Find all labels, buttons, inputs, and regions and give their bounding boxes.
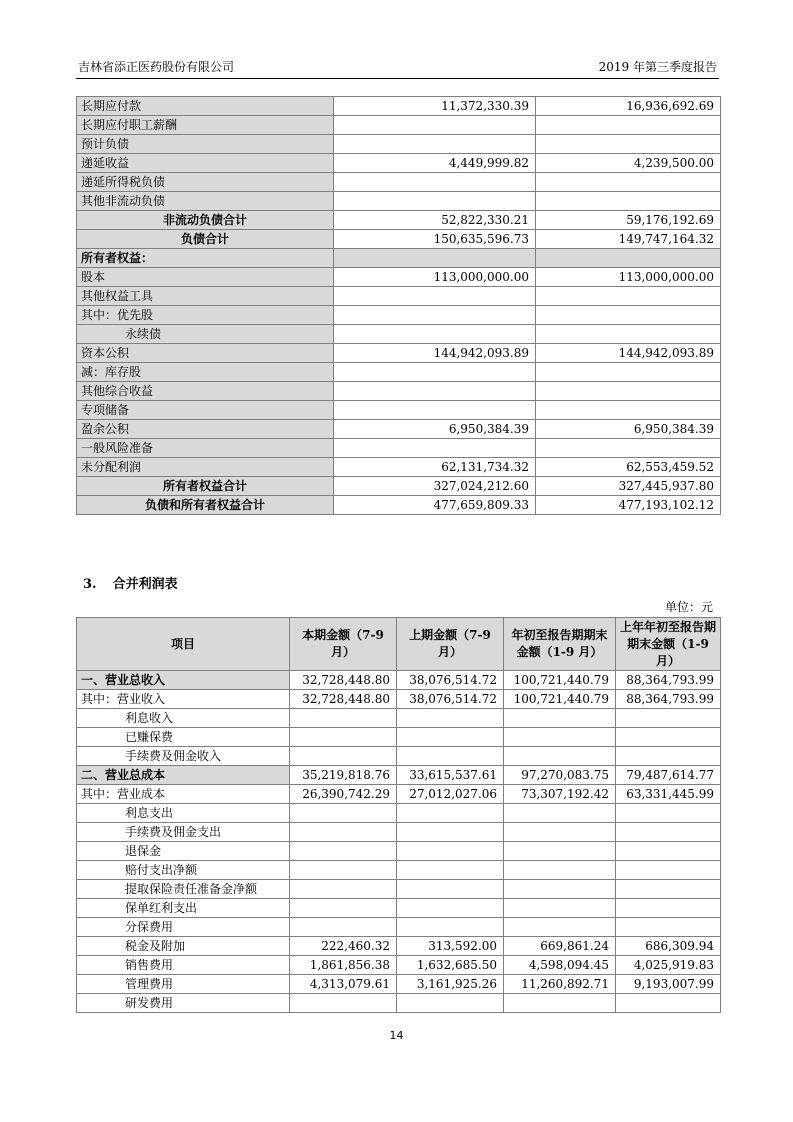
amount-cell — [504, 880, 616, 899]
amount-cell — [536, 135, 721, 154]
table-row — [77, 135, 721, 154]
header-cell: 年初至报告期期末金额（1-9 月） — [504, 618, 616, 671]
amount-cell — [290, 918, 397, 937]
amount-cell — [397, 842, 504, 861]
table-row — [77, 728, 721, 747]
table-row — [77, 766, 721, 785]
amount-cell: 327,024,212.60 — [334, 477, 536, 496]
amount-cell: 59,176,192.69 — [536, 211, 721, 230]
table-row — [77, 306, 721, 325]
amount-cell: 62,131,734.32 — [334, 458, 536, 477]
amount-cell: 4,025,919.83 — [616, 956, 721, 975]
table-row — [77, 785, 721, 804]
amount-cell — [334, 135, 536, 154]
amount-cell: 477,193,102.12 — [536, 496, 721, 515]
table-row — [77, 477, 721, 496]
amount-cell — [397, 861, 504, 880]
amount-cell: 144,942,093.89 — [536, 344, 721, 363]
amount-cell — [334, 439, 536, 458]
row-label: 其他综合收益 — [77, 382, 334, 401]
amount-cell: 62,553,459.52 — [536, 458, 721, 477]
table-row — [77, 496, 721, 515]
row-label: 专项储备 — [77, 401, 334, 420]
amount-cell — [536, 249, 721, 268]
table-row — [77, 382, 721, 401]
amount-cell — [290, 709, 397, 728]
amount-cell — [397, 804, 504, 823]
table-row — [77, 899, 721, 918]
row-label: 预计负债 — [77, 135, 334, 154]
row-label: 保单红利支出 — [77, 899, 290, 918]
amount-cell: 73,307,192.42 — [504, 785, 616, 804]
amount-cell — [334, 325, 536, 344]
amount-cell — [397, 918, 504, 937]
row-label: 长期应付职工薪酬 — [77, 116, 334, 135]
table-row — [77, 268, 721, 287]
amount-cell — [616, 804, 721, 823]
amount-cell: 11,260,892.71 — [504, 975, 616, 994]
unit-label: 单位：元 — [664, 600, 713, 614]
amount-cell: 686,309.94 — [616, 937, 721, 956]
amount-cell — [504, 899, 616, 918]
amount-cell: 27,012,027.06 — [397, 785, 504, 804]
table-row — [77, 211, 721, 230]
row-label: 二、营业总成本 — [77, 766, 290, 785]
row-label: 销售费用 — [77, 956, 290, 975]
section-title-text: 合并利润表 — [112, 577, 178, 592]
amount-cell: 88,364,793.99 — [616, 690, 721, 709]
row-label: 减：库存股 — [77, 363, 334, 382]
amount-cell: 35,219,818.76 — [290, 766, 397, 785]
amount-cell — [536, 192, 721, 211]
amount-cell — [334, 116, 536, 135]
amount-cell: 477,659,809.33 — [334, 496, 536, 515]
table-row — [77, 861, 721, 880]
row-label: 退保金 — [77, 842, 290, 861]
amount-cell: 4,313,079.61 — [290, 975, 397, 994]
table-row — [77, 154, 721, 173]
amount-cell: 222,460.32 — [290, 937, 397, 956]
row-label: 长期应付款 — [77, 97, 334, 116]
amount-cell — [504, 842, 616, 861]
amount-cell: 100,721,440.79 — [504, 671, 616, 690]
amount-cell: 9,193,007.99 — [616, 975, 721, 994]
table-row — [77, 173, 721, 192]
amount-cell: 16,936,692.69 — [536, 97, 721, 116]
amount-cell — [536, 439, 721, 458]
table-row — [77, 420, 721, 439]
amount-cell: 313,592.00 — [397, 937, 504, 956]
amount-cell — [616, 899, 721, 918]
amount-cell — [504, 918, 616, 937]
header-cell: 上年年初至报告期期末金额（1-9 月） — [616, 618, 721, 671]
income-statement-table — [76, 617, 721, 1013]
header-cell: 本期金额（7-9 月） — [290, 618, 397, 671]
table-row — [77, 842, 721, 861]
row-label: 手续费及佣金支出 — [77, 823, 290, 842]
table-row — [77, 804, 721, 823]
amount-cell: 150,635,596.73 — [334, 230, 536, 249]
row-label: 其中：营业收入 — [77, 690, 290, 709]
row-label: 手续费及佣金收入 — [77, 747, 290, 766]
amount-cell: 38,076,514.72 — [397, 671, 504, 690]
table-row — [77, 690, 721, 709]
amount-cell: 26,390,742.29 — [290, 785, 397, 804]
amount-cell: 149,747,164.32 — [536, 230, 721, 249]
row-label: 研发费用 — [77, 994, 290, 1013]
row-label: 负债和所有者权益合计 — [77, 496, 334, 515]
amount-cell — [397, 994, 504, 1013]
row-label: 递延所得税负债 — [77, 173, 334, 192]
row-label: 管理费用 — [77, 975, 290, 994]
amount-cell — [504, 804, 616, 823]
amount-cell — [290, 823, 397, 842]
row-label: 利息支出 — [77, 804, 290, 823]
table-row — [77, 937, 721, 956]
section-number: 3. — [83, 577, 97, 592]
amount-cell — [504, 728, 616, 747]
amount-cell: 113,000,000.00 — [334, 268, 536, 287]
row-label: 所有者权益： — [77, 249, 334, 268]
amount-cell — [504, 747, 616, 766]
header-company: 吉林省添正医药股份有限公司 — [78, 60, 235, 74]
table-row — [77, 823, 721, 842]
amount-cell — [290, 728, 397, 747]
table-row — [77, 709, 721, 728]
amount-cell: 11,372,330.39 — [334, 97, 536, 116]
table-row — [77, 439, 721, 458]
amount-cell: 88,364,793.99 — [616, 671, 721, 690]
table-row — [77, 97, 721, 116]
table-row — [77, 287, 721, 306]
row-label: 分保费用 — [77, 918, 290, 937]
amount-cell — [536, 173, 721, 192]
amount-cell — [334, 287, 536, 306]
amount-cell — [397, 823, 504, 842]
amount-cell: 327,445,937.80 — [536, 477, 721, 496]
table-row — [77, 192, 721, 211]
amount-cell — [616, 994, 721, 1013]
amount-cell — [616, 747, 721, 766]
amount-cell — [616, 728, 721, 747]
amount-cell — [616, 918, 721, 937]
row-label: 非流动负债合计 — [77, 211, 334, 230]
table-row — [77, 363, 721, 382]
amount-cell: 79,487,614.77 — [616, 766, 721, 785]
amount-cell — [616, 709, 721, 728]
table-row — [77, 458, 721, 477]
table-row — [77, 401, 721, 420]
amount-cell — [290, 804, 397, 823]
amount-cell: 1,861,856.38 — [290, 956, 397, 975]
table-row — [77, 994, 721, 1013]
row-label: 一、营业总收入 — [77, 671, 290, 690]
amount-cell: 4,239,500.00 — [536, 154, 721, 173]
row-label: 所有者权益合计 — [77, 477, 334, 496]
amount-cell — [290, 861, 397, 880]
amount-cell — [616, 861, 721, 880]
row-label: 其他非流动负债 — [77, 192, 334, 211]
amount-cell: 97,270,083.75 — [504, 766, 616, 785]
amount-cell: 100,721,440.79 — [504, 690, 616, 709]
amount-cell — [290, 880, 397, 899]
row-label: 税金及附加 — [77, 937, 290, 956]
amount-cell — [290, 899, 397, 918]
income-header-row — [77, 618, 721, 671]
amount-cell — [290, 994, 397, 1013]
amount-cell — [334, 173, 536, 192]
table-row — [77, 230, 721, 249]
row-label: 永续债 — [77, 325, 334, 344]
amount-cell — [504, 994, 616, 1013]
row-label: 赔付支出净额 — [77, 861, 290, 880]
table-row — [77, 325, 721, 344]
row-label: 未分配利润 — [77, 458, 334, 477]
table-row — [77, 975, 721, 994]
row-label: 其中：优先股 — [77, 306, 334, 325]
amount-cell — [290, 747, 397, 766]
header-cell: 上期金额（7-9 月） — [397, 618, 504, 671]
amount-cell — [536, 287, 721, 306]
amount-cell: 1,632,685.50 — [397, 956, 504, 975]
row-label: 盈余公积 — [77, 420, 334, 439]
row-label: 其他权益工具 — [77, 287, 334, 306]
amount-cell — [397, 728, 504, 747]
amount-cell — [334, 306, 536, 325]
amount-cell — [616, 823, 721, 842]
table-row — [77, 671, 721, 690]
amount-cell: 3,161,925.26 — [397, 975, 504, 994]
section-title — [83, 573, 178, 592]
amount-cell — [536, 382, 721, 401]
amount-cell — [334, 249, 536, 268]
amount-cell — [334, 363, 536, 382]
row-label: 负债合计 — [77, 230, 334, 249]
table-row — [77, 956, 721, 975]
amount-cell: 6,950,384.39 — [536, 420, 721, 439]
amount-cell — [504, 823, 616, 842]
row-label: 提取保险责任准备金净额 — [77, 880, 290, 899]
amount-cell — [536, 306, 721, 325]
row-label: 股本 — [77, 268, 334, 287]
amount-cell — [504, 861, 616, 880]
table-row — [77, 747, 721, 766]
amount-cell — [334, 192, 536, 211]
amount-cell: 6,950,384.39 — [334, 420, 536, 439]
header-report-title: 2019 年第三季度报告 — [598, 60, 717, 74]
row-label: 利息收入 — [77, 709, 290, 728]
table-row — [77, 918, 721, 937]
amount-cell — [334, 401, 536, 420]
amount-cell: 38,076,514.72 — [397, 690, 504, 709]
amount-cell: 52,822,330.21 — [334, 211, 536, 230]
table-row — [77, 116, 721, 135]
amount-cell — [290, 842, 397, 861]
row-label: 递延收益 — [77, 154, 334, 173]
amount-cell — [504, 709, 616, 728]
table-row — [77, 249, 721, 268]
amount-cell: 32,728,448.80 — [290, 671, 397, 690]
amount-cell — [616, 880, 721, 899]
amount-cell — [536, 401, 721, 420]
amount-cell — [397, 747, 504, 766]
amount-cell — [616, 842, 721, 861]
header-cell: 项目 — [77, 618, 290, 671]
amount-cell: 669,861.24 — [504, 937, 616, 956]
balance-sheet-table — [76, 96, 721, 515]
header-rule — [76, 78, 719, 79]
row-label: 一般风险准备 — [77, 439, 334, 458]
amount-cell — [536, 325, 721, 344]
row-label: 已赚保费 — [77, 728, 290, 747]
amount-cell — [397, 880, 504, 899]
amount-cell — [397, 899, 504, 918]
amount-cell: 63,331,445.99 — [616, 785, 721, 804]
amount-cell — [536, 363, 721, 382]
amount-cell: 32,728,448.80 — [290, 690, 397, 709]
amount-cell — [334, 382, 536, 401]
amount-cell — [397, 709, 504, 728]
page-number: 14 — [389, 1029, 404, 1042]
amount-cell: 144,942,093.89 — [334, 344, 536, 363]
amount-cell: 33,615,537.61 — [397, 766, 504, 785]
amount-cell: 113,000,000.00 — [536, 268, 721, 287]
row-label: 其中：营业成本 — [77, 785, 290, 804]
amount-cell: 4,598,094.45 — [504, 956, 616, 975]
table-row — [77, 344, 721, 363]
amount-cell: 4,449,999.82 — [334, 154, 536, 173]
table-row — [77, 880, 721, 899]
amount-cell — [536, 116, 721, 135]
row-label: 资本公积 — [77, 344, 334, 363]
